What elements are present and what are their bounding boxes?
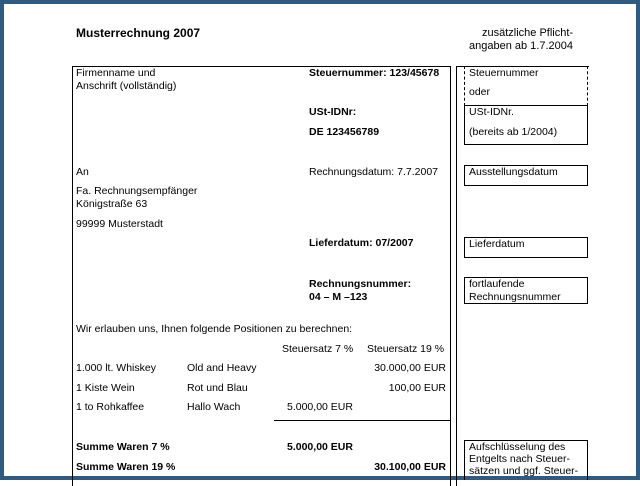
steuernummer: Steuernummer: 123/45678: [309, 67, 440, 79]
invoice-title: Musterrechnung 2007: [76, 26, 201, 40]
rechnungsdatum: Rechnungsdatum: 7.7.2007: [309, 166, 439, 178]
side-fortlaufende: fortlaufende: [469, 278, 525, 290]
recipient-an: An: [76, 166, 89, 178]
side-ausstellungsdatum: Ausstellungsdatum: [469, 166, 558, 178]
sender-line1: Firmenname und: [76, 67, 156, 79]
item-1-qty: 1.000 lt. Whiskey: [76, 362, 156, 374]
item-3-value-7: 5.000,00 EUR: [287, 401, 353, 413]
column-header-7: Steuersatz 7 %: [282, 343, 354, 355]
recipient-name: Fa. Rechnungsempfänger: [76, 185, 198, 197]
item-2-value-19: 100,00 EUR: [388, 382, 446, 394]
side-rechnungsnummer: Rechnungsnummer: [469, 291, 561, 303]
sum-7-value: 5.000,00 EUR: [287, 441, 353, 453]
recipient-street: Königstraße 63: [76, 198, 148, 210]
side-steuernummer: Steuernummer: [469, 67, 539, 79]
item-3-desc: Hallo Wach: [187, 401, 241, 413]
ust-idnr-label: USt-IDNr:: [309, 106, 357, 118]
lieferdatum: Lieferdatum: 07/2007: [309, 237, 414, 249]
side-aufschl-line2: Entgelts nach Steuer-: [469, 453, 570, 465]
sum-divider: [274, 420, 451, 421]
sender-line2: Anschrift (vollständig): [76, 80, 177, 92]
side-ustidnr: USt-IDNr.: [469, 106, 514, 118]
invoice-box: [72, 66, 451, 486]
sum-7-label: Summe Waren 7 %: [76, 441, 170, 453]
ust-idnr-value: DE 123456789: [309, 126, 380, 138]
item-2-qty: 1 Kiste Wein: [76, 382, 135, 394]
item-1-value-19: 30.000,00 EUR: [374, 362, 446, 374]
header-note-line2: angaben ab 1.7.2004: [469, 40, 573, 52]
item-3-qty: 1 to Rohkaffee: [76, 401, 145, 413]
item-2-desc: Rot und Blau: [187, 382, 248, 394]
rechnungsnummer-value: 04 – M –123: [309, 291, 368, 303]
side-ab: (bereits ab 1/2004): [469, 126, 558, 138]
header-note-line1: zusätzliche Pflicht-: [482, 27, 574, 39]
side-aufschl-line3: sätzen und ggf. Steuer-: [469, 465, 579, 477]
item-1-desc: Old and Heavy: [187, 362, 257, 374]
recipient-city: 99999 Musterstadt: [76, 218, 163, 230]
sum-19-label: Summe Waren 19 %: [76, 461, 176, 473]
rechnungsnummer-label: Rechnungsnummer:: [309, 278, 412, 290]
sum-19-value: 30.100,00 EUR: [374, 461, 446, 473]
side-aufschl-line1: Aufschlüsselung des: [469, 441, 566, 453]
column-header-19: Steuersatz 19 %: [367, 343, 445, 355]
side-oder: oder: [469, 86, 491, 98]
side-lieferdatum: Lieferdatum: [469, 238, 525, 250]
intro-text: Wir erlauben uns, Ihnen folgende Positionen zu berechnen:: [76, 323, 353, 335]
